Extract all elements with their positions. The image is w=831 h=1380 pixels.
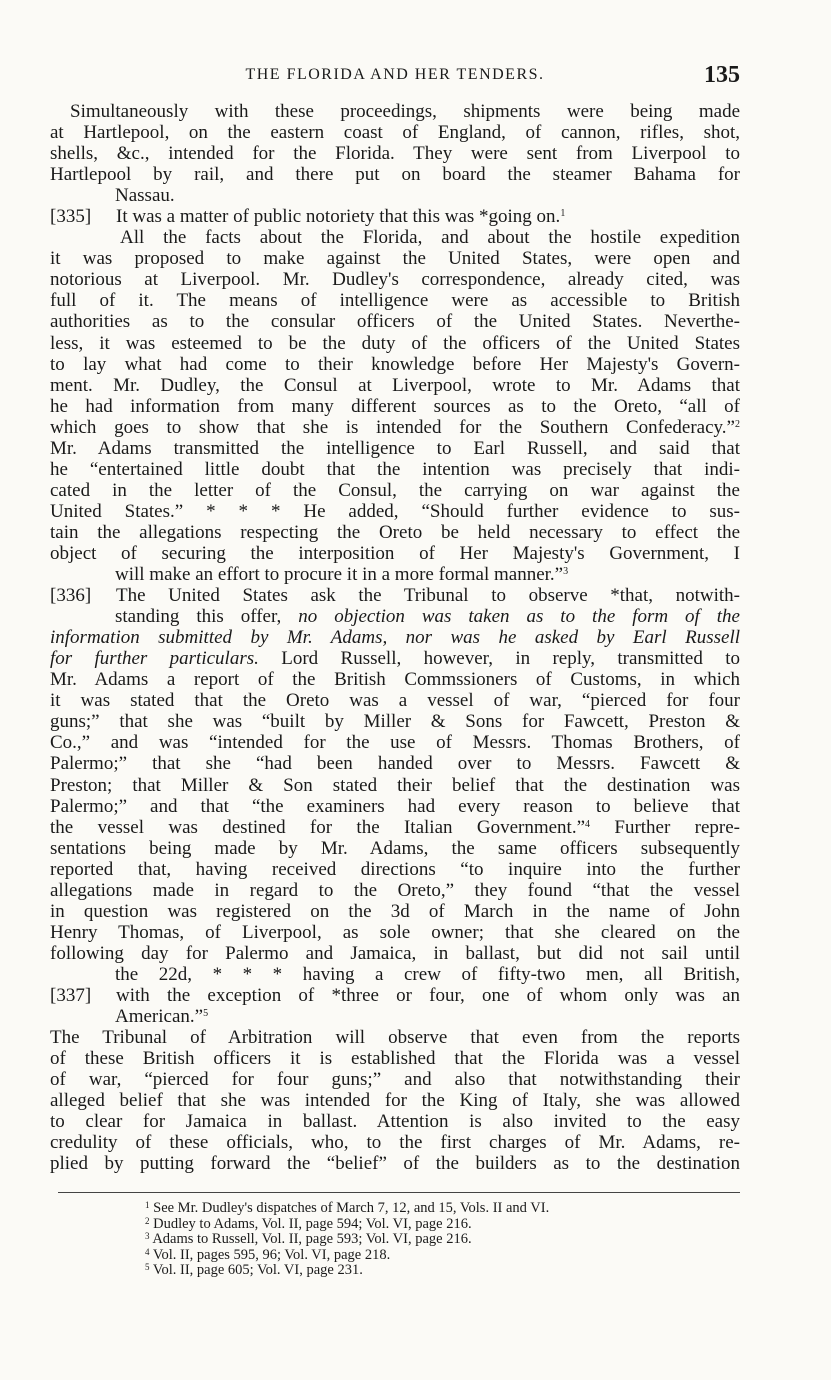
line-text: of these British officers it is established that the Florida was a vessel xyxy=(50,1048,740,1070)
line-text: tain the allegations respecting the Oreto be held necessary to effect the xyxy=(50,521,740,543)
marginal-page-ref: [335] xyxy=(50,206,92,228)
line-text: full of it. The means of intelligence were as accessible to British xyxy=(50,290,740,312)
footnote xyxy=(145,1229,745,1248)
line-text: All the facts about the Florida, and about the hostile expedition xyxy=(120,227,740,249)
text-line xyxy=(50,817,740,838)
line-text: Hartlepool by rail, and there put on board the steamer Bahama for xyxy=(50,164,740,186)
text-line xyxy=(50,290,740,311)
line-text: It was a matter of public notoriety that this was *going on. xyxy=(116,206,561,228)
text-line xyxy=(50,143,740,164)
text-line xyxy=(50,101,740,122)
line-text: Preston; that Miller & Son stated their belief that the destination was xyxy=(50,774,740,796)
line-text: The Tribunal of Arbitration will observe that even from the reports xyxy=(50,1027,740,1049)
footnote-number: 5 xyxy=(145,1262,150,1273)
footnote xyxy=(145,1214,745,1230)
text-line xyxy=(50,122,740,143)
line-text: the vessel was destined for the Italian Government.” xyxy=(50,816,586,838)
line-text: ment. Mr. Dudley, the Consul at Liverpool, wrote to Mr. Adams that xyxy=(50,374,740,396)
footnote-text: Adams to Russell, Vol. II, page 593; Vol. VI, page 216. xyxy=(149,1231,472,1248)
text-line xyxy=(50,606,740,627)
line-text: which goes to show that she is intended for the Southern Confederacy.” xyxy=(50,416,735,438)
line-text: the 22d, * * * having a crew of fifty-two men, all British, xyxy=(115,963,740,985)
text-line xyxy=(50,1153,740,1174)
line-text: following day for Palermo and Jamaica, in ballast, but did not sail until xyxy=(50,942,740,964)
text-line xyxy=(50,1069,740,1090)
line-text: Mr. Adams transmitted the intelligence to Earl Russell, and said that xyxy=(50,437,740,459)
marginal-page-ref: [336] xyxy=(50,585,92,607)
text-line xyxy=(50,796,740,817)
text-line xyxy=(50,543,740,564)
footnote-text: Vol. II, page 605; Vol. VI, page 231. xyxy=(149,1262,363,1279)
line-text: authorities as to the consular officers of the United States. Neverthe- xyxy=(50,311,740,333)
line-text: shells, &c., intended for the Florida. They were sent from Liverpool to xyxy=(50,143,740,165)
line-text: reported that, having received directions “to inquire into the further xyxy=(50,858,740,880)
line-text: it was proposed to make against the United States, were open and xyxy=(50,248,740,270)
text-line xyxy=(50,311,740,332)
footnotes xyxy=(145,1198,745,1279)
text-line xyxy=(50,269,740,290)
text-line xyxy=(50,732,740,753)
marginal-page-ref: [337] xyxy=(50,984,92,1006)
line-text: sentations being made by Mr. Adams, the same officers subsequently xyxy=(50,837,740,859)
text-line xyxy=(50,775,740,796)
text-line xyxy=(50,711,740,732)
footnote xyxy=(145,1260,745,1279)
text-line xyxy=(50,206,740,227)
text-line xyxy=(50,627,740,648)
line-text: of war, “pierced for four guns;” and also that notwithstanding their xyxy=(50,1069,740,1091)
line-text: cated in the letter of the Consul, the carrying on war against the xyxy=(50,479,740,501)
text-line xyxy=(50,585,740,606)
text-line xyxy=(50,522,740,543)
text-line xyxy=(50,164,740,185)
line-text: notorious at Liverpool. Mr. Dudley's correspondence, already cited, was xyxy=(50,269,740,291)
text-line xyxy=(50,480,740,501)
line-text: credulity of these officials, who, to the first charges of Mr. Adams, re- xyxy=(50,1132,740,1154)
line-text: Palermo;” and that “the examiners had every reason to believe that xyxy=(50,795,740,817)
text-line xyxy=(50,964,740,985)
text-line xyxy=(50,564,740,585)
line-text: will make an effort to procure it in a more formal manner.” xyxy=(115,564,564,586)
footnote-text: Dudley to Adams, Vol. II, page 594; Vol. VI, page 216. xyxy=(149,1215,472,1232)
line-italic-text: no objection was taken as to the form of the xyxy=(298,606,740,628)
line-text: Simultaneously with these proceedings, shipments were being made xyxy=(70,101,740,122)
footnote-marker: 4 xyxy=(585,818,591,830)
line-text: allegations made in regard to the Oreto,” they found “that the vessel xyxy=(50,879,740,901)
footnote-number: 4 xyxy=(145,1246,150,1257)
text-line xyxy=(50,459,740,480)
line-text: Palermo;” that she “had been handed over to Messrs. Fawcett & xyxy=(50,753,740,775)
line-text: The United States ask the Tribunal to observe *that, notwith- xyxy=(116,585,740,607)
footnote-number: 1 xyxy=(145,1200,150,1210)
text-line xyxy=(50,1090,740,1111)
text-line xyxy=(50,922,740,943)
line-text: American.” xyxy=(115,1006,204,1028)
line-italic-text: information submitted by Mr. Adams, nor was he asked by Earl Russell xyxy=(50,627,740,649)
page-number: 135 xyxy=(704,62,740,88)
footnote-marker: 1 xyxy=(560,208,566,220)
text-line xyxy=(50,417,740,438)
line-text: in question was registered on the 3d of March in the name of John xyxy=(50,900,740,922)
text-line xyxy=(50,859,740,880)
text-line xyxy=(50,375,740,396)
footnote xyxy=(145,1198,745,1214)
text-line xyxy=(50,333,740,354)
text-line xyxy=(50,690,740,711)
text-line xyxy=(50,943,740,964)
text-line xyxy=(50,669,740,690)
text-line xyxy=(50,901,740,922)
line-text-cont: Lord Russell, however, in reply, transmitted to xyxy=(258,648,740,670)
line-italic-text: for further particulars. xyxy=(50,648,259,670)
footnote-marker: 2 xyxy=(735,418,740,430)
text-line xyxy=(50,438,740,459)
text-line xyxy=(50,1132,740,1153)
line-text: object of securing the interposition of Her Majesty's Government, I xyxy=(50,542,740,564)
line-text: to clear for Jamaica in ballast. Attention is also invited to the easy xyxy=(50,1111,740,1133)
line-text: it was stated that the Oreto was a vessel of war, “pierced for four xyxy=(50,690,740,712)
text-line xyxy=(50,185,740,206)
line-text: with the exception of *three or four, one of whom only was an xyxy=(116,984,740,1006)
footnote-marker: 5 xyxy=(203,1008,209,1020)
text-line xyxy=(50,753,740,774)
line-text: less, it was esteemed to be the duty of the officers of the United States xyxy=(50,332,740,354)
text-line xyxy=(50,880,740,901)
text-line xyxy=(50,648,740,669)
footnote-text: See Mr. Dudley's dispatches of March 7, 12, and 15, Vols. II and VI. xyxy=(149,1200,550,1216)
page-header xyxy=(50,62,740,92)
text-line xyxy=(50,501,740,522)
line-text: to lay what had come to their knowledge before Her Majesty's Govern- xyxy=(50,353,740,375)
footnote-number: 2 xyxy=(145,1215,150,1226)
text-line xyxy=(50,1027,740,1048)
body-text xyxy=(50,101,740,1174)
text-line xyxy=(50,396,740,417)
line-text: plied by putting forward the “belief” of the builders as to the destination xyxy=(50,1153,740,1175)
line-text: he “entertained little doubt that the intention was precisely that indi- xyxy=(50,458,740,480)
text-line xyxy=(50,1048,740,1069)
text-line xyxy=(50,354,740,375)
line-text: Co.,” and was “intended for the use of Messrs. Thomas Brothers, of xyxy=(50,732,740,754)
text-line xyxy=(50,1111,740,1132)
text-line xyxy=(50,227,740,248)
line-text: Henry Thomas, of Liverpool, as sole owner; that she cleared on the xyxy=(50,921,740,943)
line-text: alleged belief that she was intended for the King of Italy, she was allowed xyxy=(50,1090,740,1112)
footnote-number: 3 xyxy=(145,1231,150,1242)
text-line xyxy=(50,838,740,859)
text-line xyxy=(50,248,740,269)
line-text: standing this offer, xyxy=(115,606,299,628)
line-text: Mr. Adams a report of the British Commssioners of Customs, in which xyxy=(50,669,740,691)
text-line xyxy=(50,985,740,1006)
footnote-rule xyxy=(58,1192,740,1193)
running-head: THE FLORIDA AND HER TENDERS. xyxy=(245,66,545,83)
line-text: at Hartlepool, on the eastern coast of England, of cannon, rifles, shot, xyxy=(50,122,740,144)
text-line xyxy=(50,1006,740,1027)
line-text-cont: Further repre- xyxy=(590,816,741,838)
line-text: United States.” * * * He added, “Should further evidence to sus- xyxy=(50,500,740,522)
line-text: Nassau. xyxy=(115,185,175,207)
footnote-marker: 3 xyxy=(563,566,569,578)
line-text: he had information from many different sources as to the Oreto, “all of xyxy=(50,395,740,417)
footnote-text: Vol. II, pages 595, 96; Vol. VI, page 218. xyxy=(149,1246,391,1263)
line-text: guns;” that she was “built by Miller & Sons for Fawcett, Preston & xyxy=(50,711,740,733)
